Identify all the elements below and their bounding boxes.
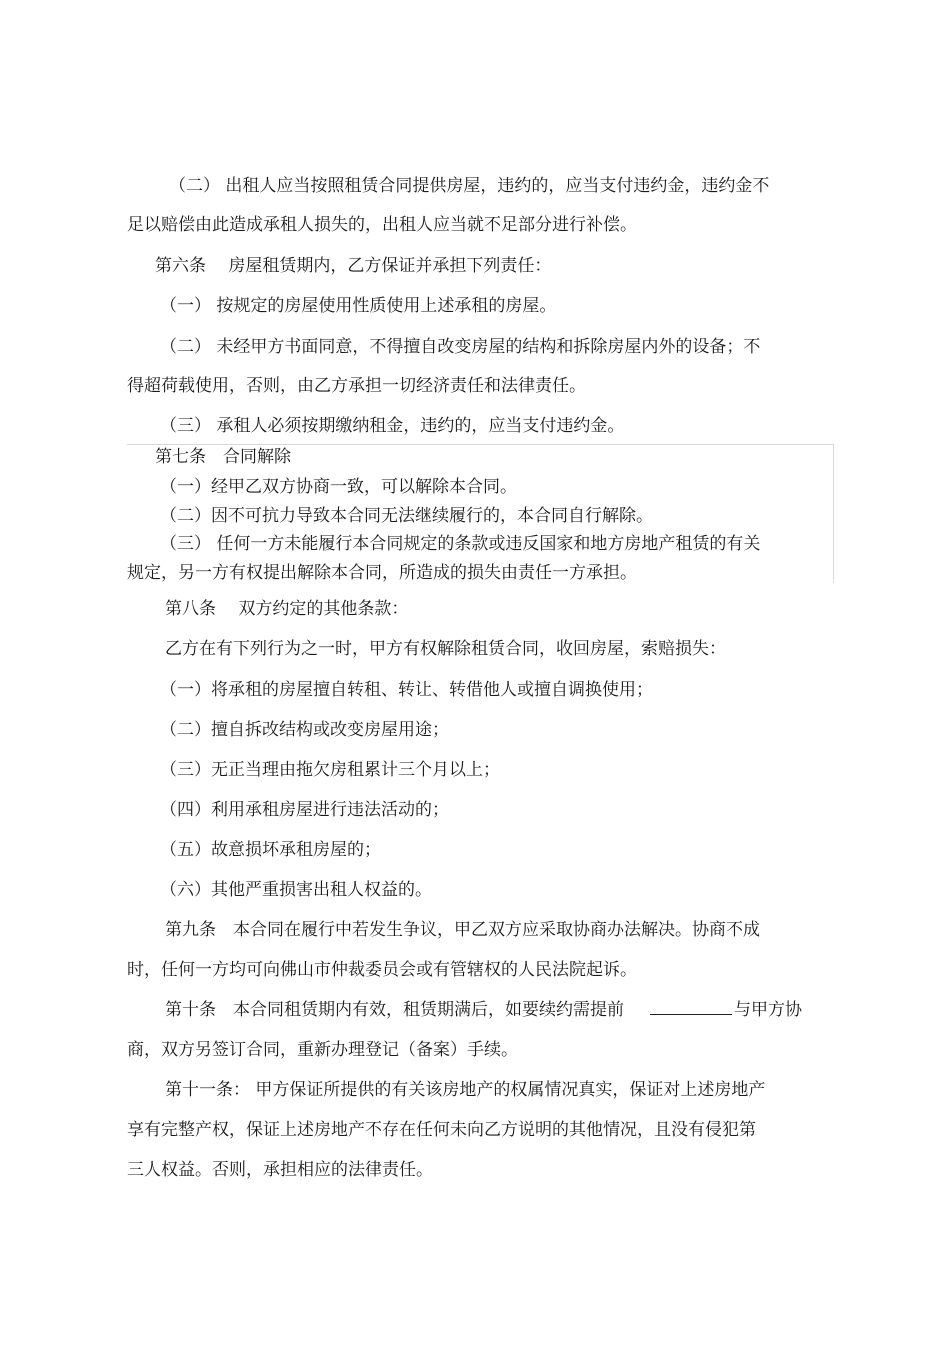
article-7-item: （一）经甲乙双方协商一致，可以解除本合同。 — [160, 477, 517, 497]
article-10-line: 商，双方另签订合同，重新办理登记（备案）手续。 — [127, 1040, 518, 1060]
article-8-item: （一）将承租的房屋擅自转租、转让、转借他人或擅自调换使用； — [160, 680, 653, 700]
blank-fill-line — [650, 1000, 732, 1015]
article-7-item: 规定，另一方有权提出解除本合同，所造成的损失由责任一方承担。 — [127, 563, 637, 583]
article-11-line: 享有完整产权，保证上述房地产不存在任何未向乙方说明的其他情况，且没有侵犯第 — [127, 1120, 756, 1140]
article-8-item: （三）无正当理由拖欠房租累计三个月以上； — [160, 760, 500, 780]
article-8-intro: 乙方在有下列行为之一时，甲方有权解除租赁合同，收回房屋，索赔损失： — [165, 639, 726, 659]
article-11-line: 第十一条： 甲方保证所提供的有关该房地产的权属情况真实，保证对上述房地产 — [165, 1080, 766, 1100]
paragraph-line: （三） 承租人必须按期缴纳租金，违约的，应当支付违约金。 — [160, 416, 625, 436]
article-7-item: （三） 任何一方未能履行本合同规定的条款或违反国家和地方房地产租赁的有关 — [160, 534, 761, 554]
article-8-item: （六）其他严重损害出租人权益的。 — [160, 880, 432, 900]
article-8-item: （四）利用承租房屋进行违法活动的； — [160, 800, 449, 820]
paragraph-line: 足以赔偿由此造成承租人损失的，出租人应当就不足部分进行补偿。 — [127, 215, 637, 235]
article-8-item: （二）擅自拆改结构或改变房屋用途； — [160, 720, 449, 740]
paragraph-line: （二） 未经甲方书面同意，不得擅自改变房屋的结构和拆除房屋内外的设备；不 — [160, 337, 761, 357]
paragraph-line: （二） 出租人应当按照租赁合同提供房屋，违约的，应当支付违约金，违约金不 — [169, 176, 770, 196]
article-8-item: （五）故意损坏承租房屋的； — [160, 840, 381, 860]
article-10-text: 与甲方协 — [734, 1000, 802, 1020]
article-11-line: 三人权益。否则，承担相应的法律责任。 — [127, 1160, 433, 1180]
article-9-line: 第九条 本合同在履行中若发生争议，甲乙双方应采取协商办法解决。协商不成 — [165, 920, 760, 940]
article-6-heading: 第六条 房屋租赁期内，乙方保证并承担下列责任： — [155, 256, 552, 276]
paragraph-line: 得超荷载使用，否则，由乙方承担一切经济责任和法律责任。 — [127, 376, 586, 396]
article-10-line — [165, 999, 802, 1021]
article-7-heading: 第七条 合同解除 — [155, 447, 291, 467]
article-8-heading: 第八条 双方约定的其他条款： — [165, 599, 409, 619]
paragraph-line: （一） 按规定的房屋使用性质使用上述承租的房屋。 — [160, 296, 557, 316]
article-9-line: 时，任何一方均可向佛山市仲裁委员会或有管辖权的人民法院起诉。 — [127, 960, 637, 980]
article-7-item: （二）因不可抗力导致本合同无法继续履行的，本合同自行解除。 — [160, 506, 653, 526]
article-10-text: 第十条 本合同租赁期内有效，租赁期满后，如要续约需提前 — [165, 1000, 624, 1020]
